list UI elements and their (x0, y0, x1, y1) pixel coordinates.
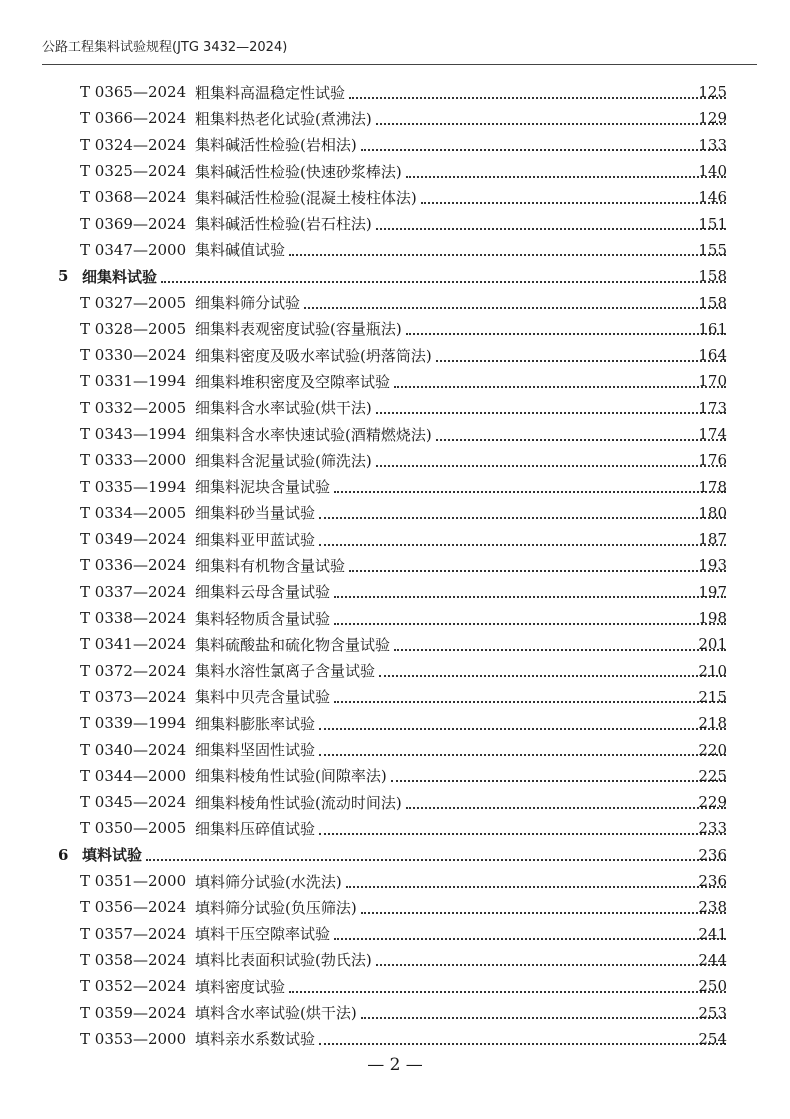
dot-leader (319, 543, 726, 546)
toc-page-number: 187 (698, 530, 727, 549)
test-code: T 0336—2024 (80, 556, 187, 575)
toc-title: 集料碱活性检验(岩相法) (195, 136, 357, 155)
toc-title-with-leader (195, 739, 726, 760)
toc-title: 细集料泥块含量试验 (195, 478, 331, 497)
dot-leader (376, 227, 726, 230)
toc-entry[interactable] (0, 999, 790, 1025)
test-code: T 0344—2000 (80, 766, 187, 785)
toc-page-number: 215 (698, 687, 727, 706)
toc-title-with-leader (195, 187, 726, 208)
test-code: T 0327—2005 (80, 293, 187, 312)
test-code: T 0356—2024 (80, 898, 187, 917)
dot-leader (361, 1016, 726, 1019)
toc-page-number: 241 (698, 924, 727, 943)
toc-title: 填料筛分试验(水洗法) (195, 872, 342, 891)
toc-title-with-leader (195, 424, 726, 445)
toc-title-with-leader (195, 1002, 726, 1023)
toc-title-with-leader (195, 660, 726, 681)
toc-page-number: 233 (698, 819, 727, 838)
toc-entry[interactable] (0, 710, 790, 736)
toc-entry[interactable] (0, 605, 790, 631)
test-code: T 0328—2005 (80, 319, 187, 338)
test-code: T 0340—2024 (80, 740, 187, 759)
toc-title-with-leader (195, 82, 726, 103)
toc-page-number: 236 (698, 845, 727, 864)
toc-title-with-leader (195, 634, 726, 655)
running-header: 公路工程集料试验规程(JTG 3432—2024) (42, 40, 288, 55)
toc-entry[interactable] (0, 868, 790, 894)
toc-title: 细集料筛分试验 (195, 294, 301, 313)
toc-entry[interactable] (0, 79, 790, 105)
dot-leader (319, 727, 726, 730)
toc-page-number: 158 (698, 293, 727, 312)
dot-leader (406, 806, 726, 809)
dot-leader (436, 359, 726, 362)
toc-entry[interactable] (0, 105, 790, 131)
toc-page-number: 250 (698, 977, 727, 996)
toc-entry[interactable] (0, 684, 790, 710)
dot-leader (406, 332, 726, 335)
test-code: T 0357—2024 (80, 924, 187, 943)
toc-page-number: 229 (698, 793, 727, 812)
toc-title: 细集料膨胀率试验 (195, 714, 316, 733)
dot-leader (319, 832, 726, 835)
toc-page-number: 164 (698, 346, 727, 365)
test-code: T 0335—1994 (80, 477, 187, 496)
toc-title: 填料比表面积试验(勃氏法) (195, 951, 372, 970)
dot-leader (304, 306, 726, 309)
dot-leader (161, 280, 726, 283)
toc-entry[interactable] (0, 158, 790, 184)
dot-leader (421, 201, 726, 204)
toc-title-with-leader (195, 923, 726, 944)
toc-entry[interactable] (0, 947, 790, 973)
toc-entry[interactable] (0, 894, 790, 920)
toc-entry[interactable] (0, 789, 790, 815)
dot-leader (436, 438, 726, 441)
toc-title-with-leader (195, 397, 726, 418)
dot-leader (376, 963, 726, 966)
toc-title-with-leader (195, 213, 726, 234)
dot-leader (349, 569, 726, 572)
test-code: T 0365—2024 (80, 83, 187, 102)
toc-title-with-leader (195, 239, 726, 260)
toc-title: 集料水溶性氯离子含量试验 (195, 662, 376, 681)
dot-leader (394, 385, 726, 388)
toc-entry[interactable] (0, 736, 790, 762)
toc-title-with-leader (195, 502, 726, 523)
toc-title-with-leader (195, 345, 726, 366)
toc-page-number: 158 (698, 267, 727, 286)
toc-entry[interactable] (0, 237, 790, 263)
toc-title: 细集料亚甲蓝试验 (195, 530, 316, 549)
dot-leader (334, 595, 726, 598)
toc-page-number: 198 (698, 609, 727, 628)
dot-leader (379, 674, 726, 677)
test-code: T 0330—2024 (80, 346, 187, 365)
toc-title-with-leader (195, 818, 726, 839)
toc-chapter-heading[interactable] (0, 842, 790, 868)
dot-leader (376, 411, 726, 414)
toc-entry[interactable] (0, 526, 790, 552)
toc-title: 细集料压碎值试验 (195, 819, 316, 838)
toc-page-number: 155 (698, 240, 727, 259)
toc-page-number: 193 (698, 556, 727, 575)
toc-title: 细集料有机物含量试验 (195, 556, 346, 575)
toc-title-with-leader (195, 529, 726, 550)
test-code: T 0368—2024 (80, 188, 187, 207)
toc-title-with-leader (195, 292, 726, 313)
toc-title: 细集料砂当量试验 (195, 504, 316, 523)
toc-title: 细集料密度及吸水率试验(坍落筒法) (195, 346, 432, 365)
toc-entry[interactable] (0, 921, 790, 947)
toc-title-with-leader (195, 1028, 726, 1049)
dot-leader (334, 937, 726, 940)
toc-page-number: 125 (698, 83, 727, 102)
toc-title-with-leader (195, 134, 726, 155)
toc-page-number: 146 (698, 188, 727, 207)
toc-entry[interactable] (0, 815, 790, 841)
dot-leader (376, 464, 726, 467)
toc-title-with-leader (195, 976, 726, 997)
test-code: T 0332—2005 (80, 398, 187, 417)
toc-page-number: 225 (698, 766, 727, 785)
test-code: T 0338—2024 (80, 609, 187, 628)
toc-title: 填料试验 (82, 846, 143, 865)
toc-page-number: 170 (698, 372, 727, 391)
test-code: T 0324—2024 (80, 135, 187, 154)
test-code: T 0345—2024 (80, 793, 187, 812)
toc-page-number: 173 (698, 398, 727, 417)
toc-entry[interactable] (0, 132, 790, 158)
test-code: T 0369—2024 (80, 214, 187, 233)
test-code: T 0341—2024 (80, 635, 187, 654)
test-code: T 0339—1994 (80, 714, 187, 733)
toc-title: 细集料表观密度试验(容量瓶法) (195, 320, 402, 339)
toc-entry[interactable] (0, 447, 790, 473)
dot-leader (361, 911, 726, 914)
dot-leader (334, 622, 726, 625)
toc-title: 粗集料高温稳定性试验 (195, 83, 346, 102)
toc-title: 粗集料热老化试验(煮沸法) (195, 109, 372, 128)
toc-entry[interactable] (0, 631, 790, 657)
toc-title-with-leader (195, 792, 726, 813)
toc-chapter-heading[interactable] (0, 263, 790, 289)
toc-title: 细集料含泥量试验(筛洗法) (195, 451, 372, 470)
dot-leader (319, 516, 726, 519)
test-code: T 0349—2024 (80, 530, 187, 549)
dot-leader (319, 753, 726, 756)
toc-title: 细集料坚固性试验 (195, 741, 316, 760)
toc-title-with-leader (195, 581, 726, 602)
test-code: T 0353—2000 (80, 1029, 187, 1048)
toc-title: 填料亲水系数试验 (195, 1030, 316, 1049)
toc-entry[interactable] (0, 342, 790, 368)
toc-title: 细集料含水率快速试验(酒精燃烧法) (195, 425, 432, 444)
toc-page-number: 178 (698, 477, 727, 496)
test-code: T 0351—2000 (80, 872, 187, 891)
test-code: T 0350—2005 (80, 819, 187, 838)
toc-page-number: 151 (698, 214, 727, 233)
header-rule (42, 64, 757, 65)
toc-page-number: 218 (698, 714, 727, 733)
toc-entry[interactable] (0, 184, 790, 210)
toc-page-number: 253 (698, 1003, 727, 1022)
toc-title: 填料密度试验 (195, 977, 286, 996)
dot-leader (146, 858, 726, 861)
test-code: T 0337—2024 (80, 582, 187, 601)
toc-title-with-leader (195, 108, 726, 129)
toc-title-with-leader (195, 450, 726, 471)
test-code: T 0347—2000 (80, 240, 187, 259)
toc-entry[interactable] (0, 421, 790, 447)
test-code: T 0359—2024 (80, 1003, 187, 1022)
dot-leader (319, 1042, 726, 1045)
toc-page-number: 236 (698, 872, 727, 891)
toc-page-number: 140 (698, 162, 727, 181)
toc-title: 集料碱值试验 (195, 241, 286, 260)
test-code: T 0343—1994 (80, 425, 187, 443)
toc-title-with-leader (82, 266, 726, 287)
toc-page-number: 133 (698, 135, 727, 154)
toc-title: 集料碱活性检验(混凝土棱柱体法) (195, 188, 417, 207)
toc-page-number: 176 (698, 451, 727, 470)
toc-title: 集料碱活性检验(快速砂浆棒法) (195, 162, 402, 181)
toc-title-with-leader (195, 161, 726, 182)
toc-page-number: 161 (698, 319, 727, 338)
toc-title: 细集料棱角性试验(间隙率法) (195, 767, 387, 786)
chapter-number: 6 (58, 845, 69, 864)
toc-entry[interactable] (0, 395, 790, 421)
toc-title-with-leader (195, 686, 726, 707)
toc-page-number: 210 (698, 661, 727, 680)
dot-leader (349, 96, 726, 99)
toc-title-with-leader (195, 318, 726, 339)
test-code: T 0372—2024 (80, 661, 187, 680)
dot-leader (334, 490, 726, 493)
toc-title: 细集料棱角性试验(流动时间法) (195, 793, 402, 812)
toc-entry[interactable] (0, 289, 790, 315)
dot-leader (346, 885, 726, 888)
toc-title: 集料轻物质含量试验 (195, 609, 331, 628)
toc-page-number: 174 (698, 425, 727, 443)
toc-page-number: 201 (698, 635, 727, 654)
toc-title-with-leader (195, 555, 726, 576)
dot-leader (391, 779, 726, 782)
toc-page-number: 254 (698, 1029, 727, 1048)
toc-page-number: 197 (698, 582, 727, 601)
toc-entry[interactable] (0, 210, 790, 236)
toc-page-number: 129 (698, 109, 727, 128)
toc-page-number: 238 (698, 898, 727, 917)
toc-entry[interactable] (0, 658, 790, 684)
toc-title: 细集料含水率试验(烘干法) (195, 399, 372, 418)
dot-leader (361, 148, 726, 151)
dot-leader (289, 253, 726, 256)
dot-leader (376, 122, 726, 125)
toc-title-with-leader (82, 844, 726, 865)
toc-title-with-leader (195, 871, 726, 892)
test-code: T 0325—2024 (80, 162, 187, 181)
toc-title: 集料硫酸盐和硫化物含量试验 (195, 635, 391, 654)
toc-title: 集料中贝壳含量试验 (195, 688, 331, 707)
toc-title-with-leader (195, 949, 726, 970)
toc-entry[interactable] (0, 368, 790, 394)
test-code: T 0373—2024 (80, 687, 187, 706)
toc-page-number: 180 (698, 503, 727, 522)
toc-title-with-leader (195, 713, 726, 734)
toc-title-with-leader (195, 765, 726, 786)
toc-entry[interactable] (0, 500, 790, 526)
test-code: T 0352—2024 (80, 977, 187, 996)
toc-title: 填料含水率试验(烘干法) (195, 1004, 357, 1023)
toc-title: 细集料堆积密度及空隙率试验 (195, 372, 391, 391)
toc-title-with-leader (195, 476, 726, 497)
test-code: T 0333—2000 (80, 451, 187, 470)
toc-title: 细集料云母含量试验 (195, 583, 331, 602)
page-number: — 2 — (367, 1055, 423, 1075)
chapter-number: 5 (58, 267, 69, 286)
toc-title: 填料筛分试验(负压筛法) (195, 898, 357, 917)
toc-title: 填料干压空隙率试验 (195, 925, 331, 944)
toc-entry[interactable] (0, 473, 790, 499)
toc-title: 集料碱活性检验(岩石柱法) (195, 215, 372, 234)
dot-leader (394, 648, 726, 651)
dot-leader (334, 700, 726, 703)
toc-title-with-leader (195, 608, 726, 629)
toc-entry[interactable] (0, 579, 790, 605)
test-code: T 0334—2005 (80, 503, 187, 522)
toc-entry[interactable] (0, 973, 790, 999)
table-of-contents (0, 79, 790, 1052)
test-code: T 0331—1994 (80, 372, 187, 391)
toc-title-with-leader (195, 371, 726, 392)
test-code: T 0366—2024 (80, 109, 187, 128)
test-code: T 0358—2024 (80, 950, 187, 969)
dot-leader (406, 175, 726, 178)
toc-page-number: 220 (698, 740, 727, 759)
toc-entry[interactable] (0, 316, 790, 342)
dot-leader (289, 990, 726, 993)
toc-entry[interactable] (0, 552, 790, 578)
toc-entry[interactable] (0, 1026, 790, 1052)
toc-title-with-leader (195, 897, 726, 918)
toc-page-number: 244 (698, 950, 727, 969)
toc-entry[interactable] (0, 763, 790, 789)
toc-title: 细集料试验 (82, 267, 158, 286)
